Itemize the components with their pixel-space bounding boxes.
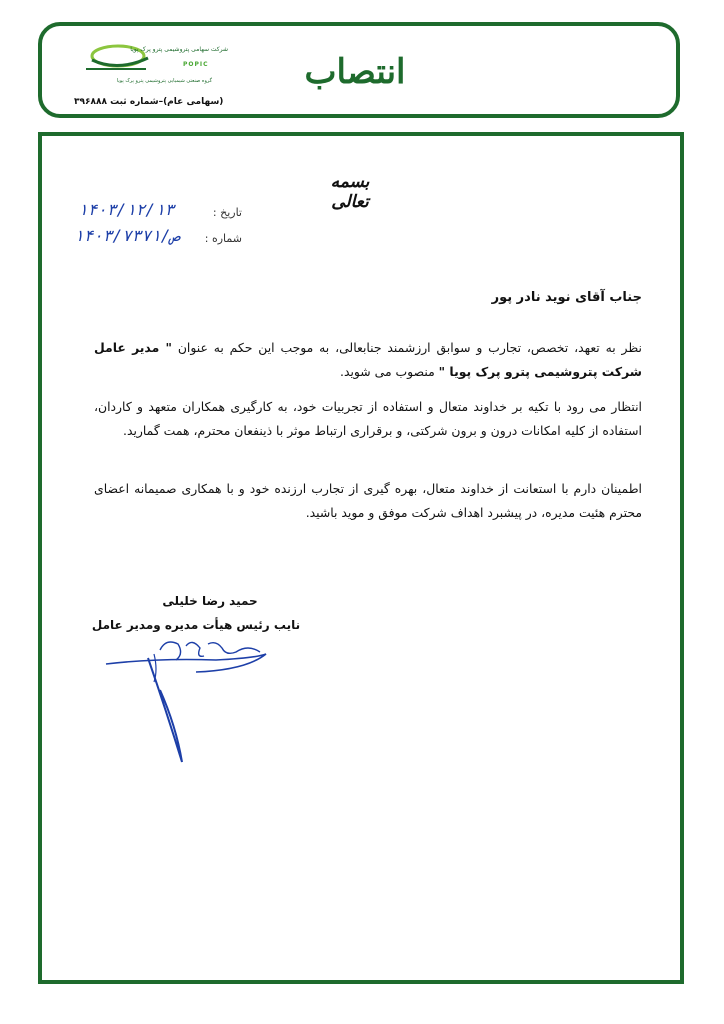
logo-group-name: گروه صنعتی شیمیایی پتروشیمی پترو پرک پویا <box>116 78 212 84</box>
basmala-heading: بسمه تعالی <box>330 172 370 212</box>
page-title: انتصاب <box>304 52 406 92</box>
paragraph-appointment <box>94 336 642 383</box>
addressee: جناب آقای نوید نادر پور <box>491 290 642 305</box>
number-label: شماره : <box>204 232 242 245</box>
signer-title: نایب رئیس هیأت مدیره ومدیر عامل <box>91 618 301 632</box>
paragraph-appointment-intro: نظر به تعهد، تخصص، تجارب و سوابق ارزشمند جنابعالی، به موجب این حکم به عنوان <box>177 340 642 355</box>
registration-number: (سهامی عام)–شماره ثبت ۳۹۶۸۸۸ <box>74 97 224 107</box>
date-label: تاریخ : <box>212 206 242 219</box>
paragraph-confidence: اطمینان دارم با استعانت از خداوند متعال، بهره گیری از تجارب ارزنده خود و با همکاری صمیمانه اعضای محترم هئیت مدیره، در پیشبرد اهداف شرکت موفق و موید باشید. <box>94 481 642 520</box>
number-value: ۱۴۰۳/ص/۷۳۷۱ <box>74 226 180 245</box>
paragraph-expectations: انتظار می رود با تکیه بر خداوند متعال و استفاده از تجربیات خود، به کارگیری همکاران متعهد و کاردان، استفاده از کلیه امکانات درون و برون شرکتی، و برقراری ارتباط موثر با ذینفعان محترم، همت گمارید. <box>94 399 642 438</box>
logo-abbreviation: POPIC <box>183 61 209 68</box>
signer-name: حمید رضا خلیلی <box>162 594 258 608</box>
date-value: ۱۴۰۳/۱۲/۱۳ <box>78 200 175 219</box>
paragraph-appointment-end: منصوب می شوید. <box>340 363 439 379</box>
letter-frame <box>38 132 684 984</box>
appointment-position: " مدیر عامل شرکت پتروشیمی پترو پرک پویا " <box>94 340 642 379</box>
logo-company-name: شرکت سهامی پتروشیمی پترو پرک پویا <box>130 46 228 53</box>
handwritten-signature-icon <box>96 630 286 770</box>
